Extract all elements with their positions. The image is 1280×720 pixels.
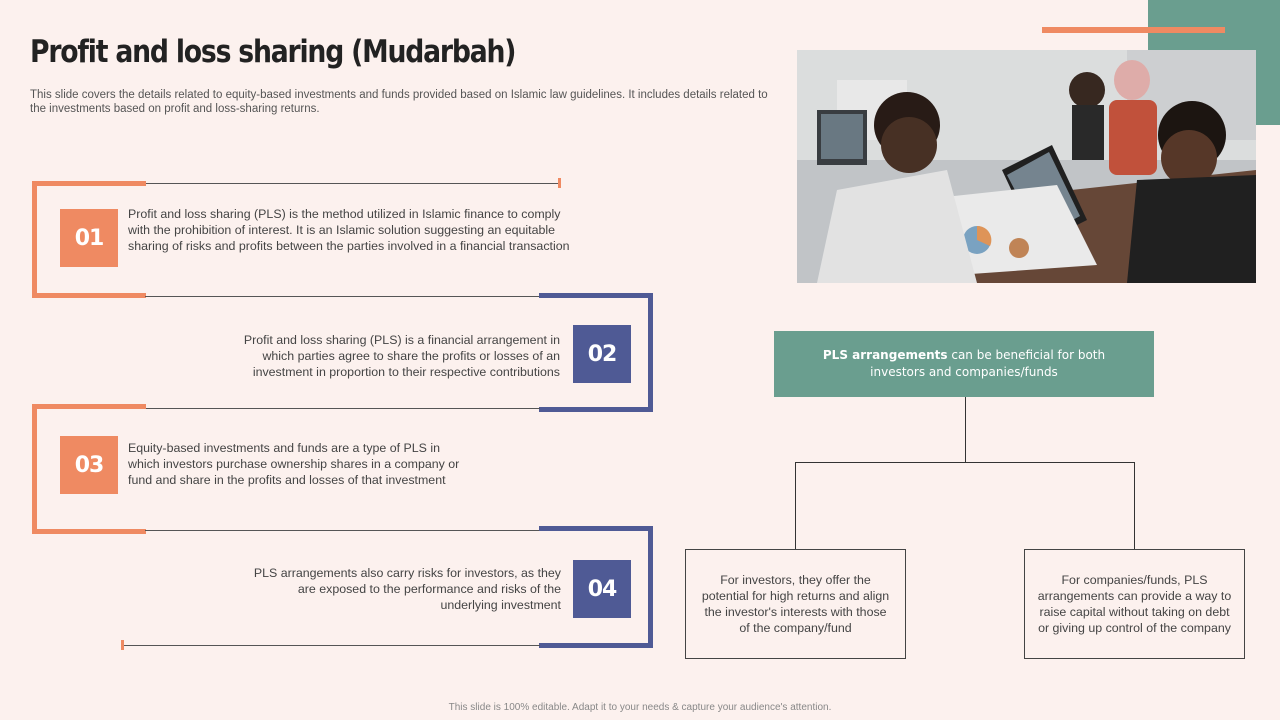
- connector-line: [145, 408, 540, 409]
- tree-connector: [965, 397, 966, 462]
- page-subtitle: This slide covers the details related to equity-based investments and funds provided based on Islamic law guidelines. It includes details related to the investments based on profit and loss-sharing returns.: [30, 89, 768, 115]
- decorative-orange-bar: [1042, 27, 1225, 33]
- investors-benefit-box: [685, 549, 906, 659]
- connector-line: [145, 183, 560, 184]
- tree-connector: [1134, 462, 1135, 549]
- item-number-badge: 02: [573, 325, 631, 383]
- business-meeting-photo: [797, 50, 1256, 283]
- item-text: Profit and loss sharing (PLS) is the method utilized in Islamic finance to comply with the prohibition of interest. It is an Islamic solution suggesting an equitable sharing of risks and profits between the parties involved in a financial transaction: [128, 207, 570, 253]
- line-end-marker: [121, 640, 124, 650]
- page-title: Profit and loss sharing (Mudarbah): [30, 34, 516, 70]
- pls-summary-text: can be beneficial for both investors and companies/funds: [870, 348, 1106, 379]
- item-number-badge: 03: [60, 436, 118, 494]
- tree-connector: [795, 462, 1135, 463]
- investors-benefit-text: For investors, they offer the potential for high returns and align the investor's interests with those of the company/fund: [701, 573, 890, 635]
- pls-summary-box: [774, 331, 1154, 397]
- companies-benefit-box: [1024, 549, 1245, 659]
- item-number-badge: 04: [573, 560, 631, 618]
- line-end-marker: [558, 178, 561, 188]
- item-text: Equity-based investments and funds are a type of PLS in which investors purchase ownership shares in a company or fund and share in the profits and losses of that investment: [128, 441, 460, 487]
- tree-connector: [795, 462, 796, 549]
- connector-line: [145, 296, 540, 297]
- item-text: PLS arrangements also carry risks for investors, as they are exposed to the performance and risks of the underlying investment: [253, 566, 561, 612]
- connector-line: [145, 530, 540, 531]
- footer-note: This slide is 100% editable. Adapt it to your needs & capture your audience's attention.: [448, 702, 832, 713]
- item-text: Profit and loss sharing (PLS) is a financial arrangement in which parties agree to share the profits or losses of an investment in proportion to their respective contributions: [243, 333, 560, 379]
- companies-benefit-text: For companies/funds, PLS arrangements can provide a way to raise capital without taking on debt or giving up control of the company: [1037, 573, 1232, 635]
- pls-summary-bold: PLS arrangements: [822, 348, 948, 362]
- connector-line: [123, 645, 540, 646]
- item-number-badge: 01: [60, 209, 118, 267]
